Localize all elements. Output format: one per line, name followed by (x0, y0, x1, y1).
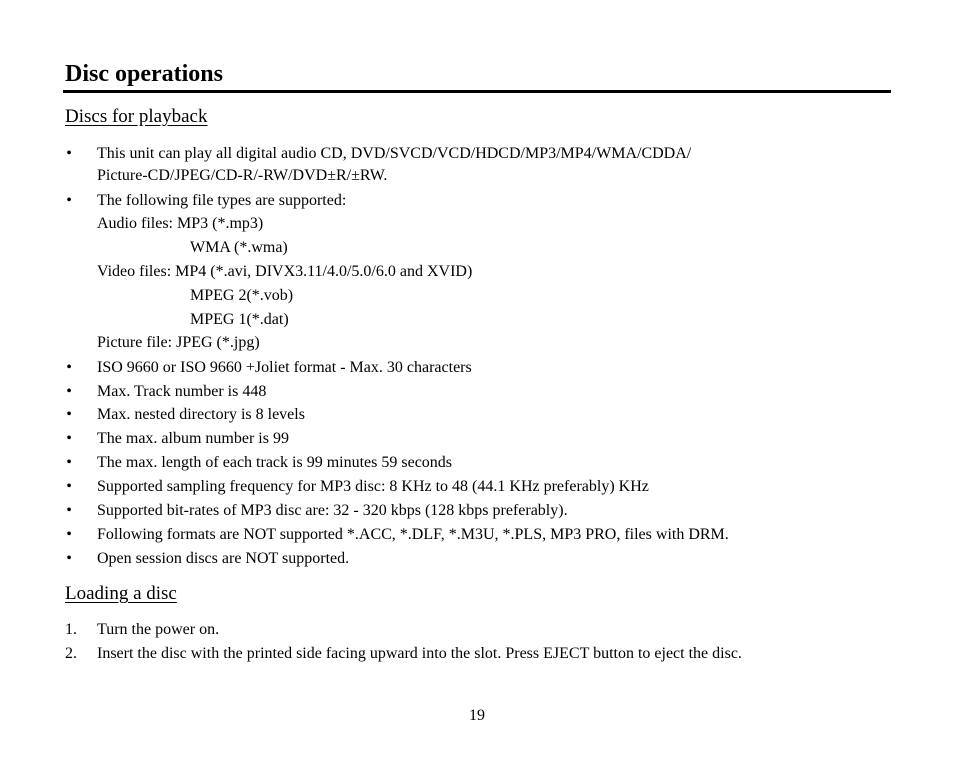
list-item: The max. album number is 99 (97, 430, 289, 447)
page-number: 19 (469, 707, 485, 724)
list-item: Following formats are NOT supported *.ACC, *.DLF, *.M3U, *.PLS, MP3 PRO, files with DRM. (97, 526, 729, 543)
step-number: 1. (65, 621, 77, 638)
mpeg2-line: MPEG 2(*.vob) (190, 287, 294, 304)
page-title: Disc operations (65, 61, 223, 87)
list-item: ISO 9660 or ISO 9660 +Joliet format - Max. 30 characters (97, 359, 472, 376)
bullet-icon: • (66, 550, 72, 567)
list-item: This unit can play all digital audio CD, DVD/SVCD/VCD/HDCD/MP3/MP4/WMA/CDDA/ (97, 145, 692, 162)
video-files-line: Video files: MP4 (*.avi, DIVX3.11/4.0/5.0/6.0 and XVID) (97, 263, 473, 280)
title-rule (63, 90, 891, 93)
bullet-icon: • (66, 192, 72, 209)
bullet-icon: • (66, 454, 72, 471)
bullet-icon: • (66, 406, 72, 423)
bullet-icon: • (66, 478, 72, 495)
bullet-icon: • (66, 502, 72, 519)
list-item-continuation: Picture-CD/JPEG/CD-R/-RW/DVD±R/±RW. (97, 167, 388, 184)
section-heading-loading: Loading a disc (65, 583, 177, 604)
list-item: Max. nested directory is 8 levels (97, 406, 305, 423)
list-item: Supported sampling frequency for MP3 disc: 8 KHz to 48 (44.1 KHz preferably) KHz (97, 478, 649, 495)
bullet-icon: • (66, 430, 72, 447)
list-item: The max. length of each track is 99 minutes 59 seconds (97, 454, 453, 471)
list-item: Open session discs are NOT supported. (97, 550, 350, 567)
section-heading-playback: Discs for playback (65, 106, 208, 127)
bullet-icon: • (66, 526, 72, 543)
step-item: Turn the power on. (97, 621, 220, 638)
bullet-icon: • (66, 383, 72, 400)
mpeg1-line: MPEG 1(*.dat) (190, 311, 289, 328)
list-item: Max. Track number is 448 (97, 383, 267, 400)
wma-line: WMA (*.wma) (190, 239, 288, 256)
bullet-icon: • (66, 145, 72, 162)
bullet-icon: • (66, 359, 72, 376)
picture-file-line: Picture file: JPEG (*.jpg) (97, 334, 260, 351)
list-item: The following file types are supported: (97, 192, 347, 209)
list-item: Supported bit-rates of MP3 disc are: 32 - 320 kbps (128 kbps preferably). (97, 502, 568, 519)
step-item: Insert the disc with the printed side facing upward into the slot. Press EJECT button to eject the disc. (97, 645, 742, 662)
step-number: 2. (65, 645, 77, 662)
audio-files-line: Audio files: MP3 (*.mp3) (97, 215, 264, 232)
